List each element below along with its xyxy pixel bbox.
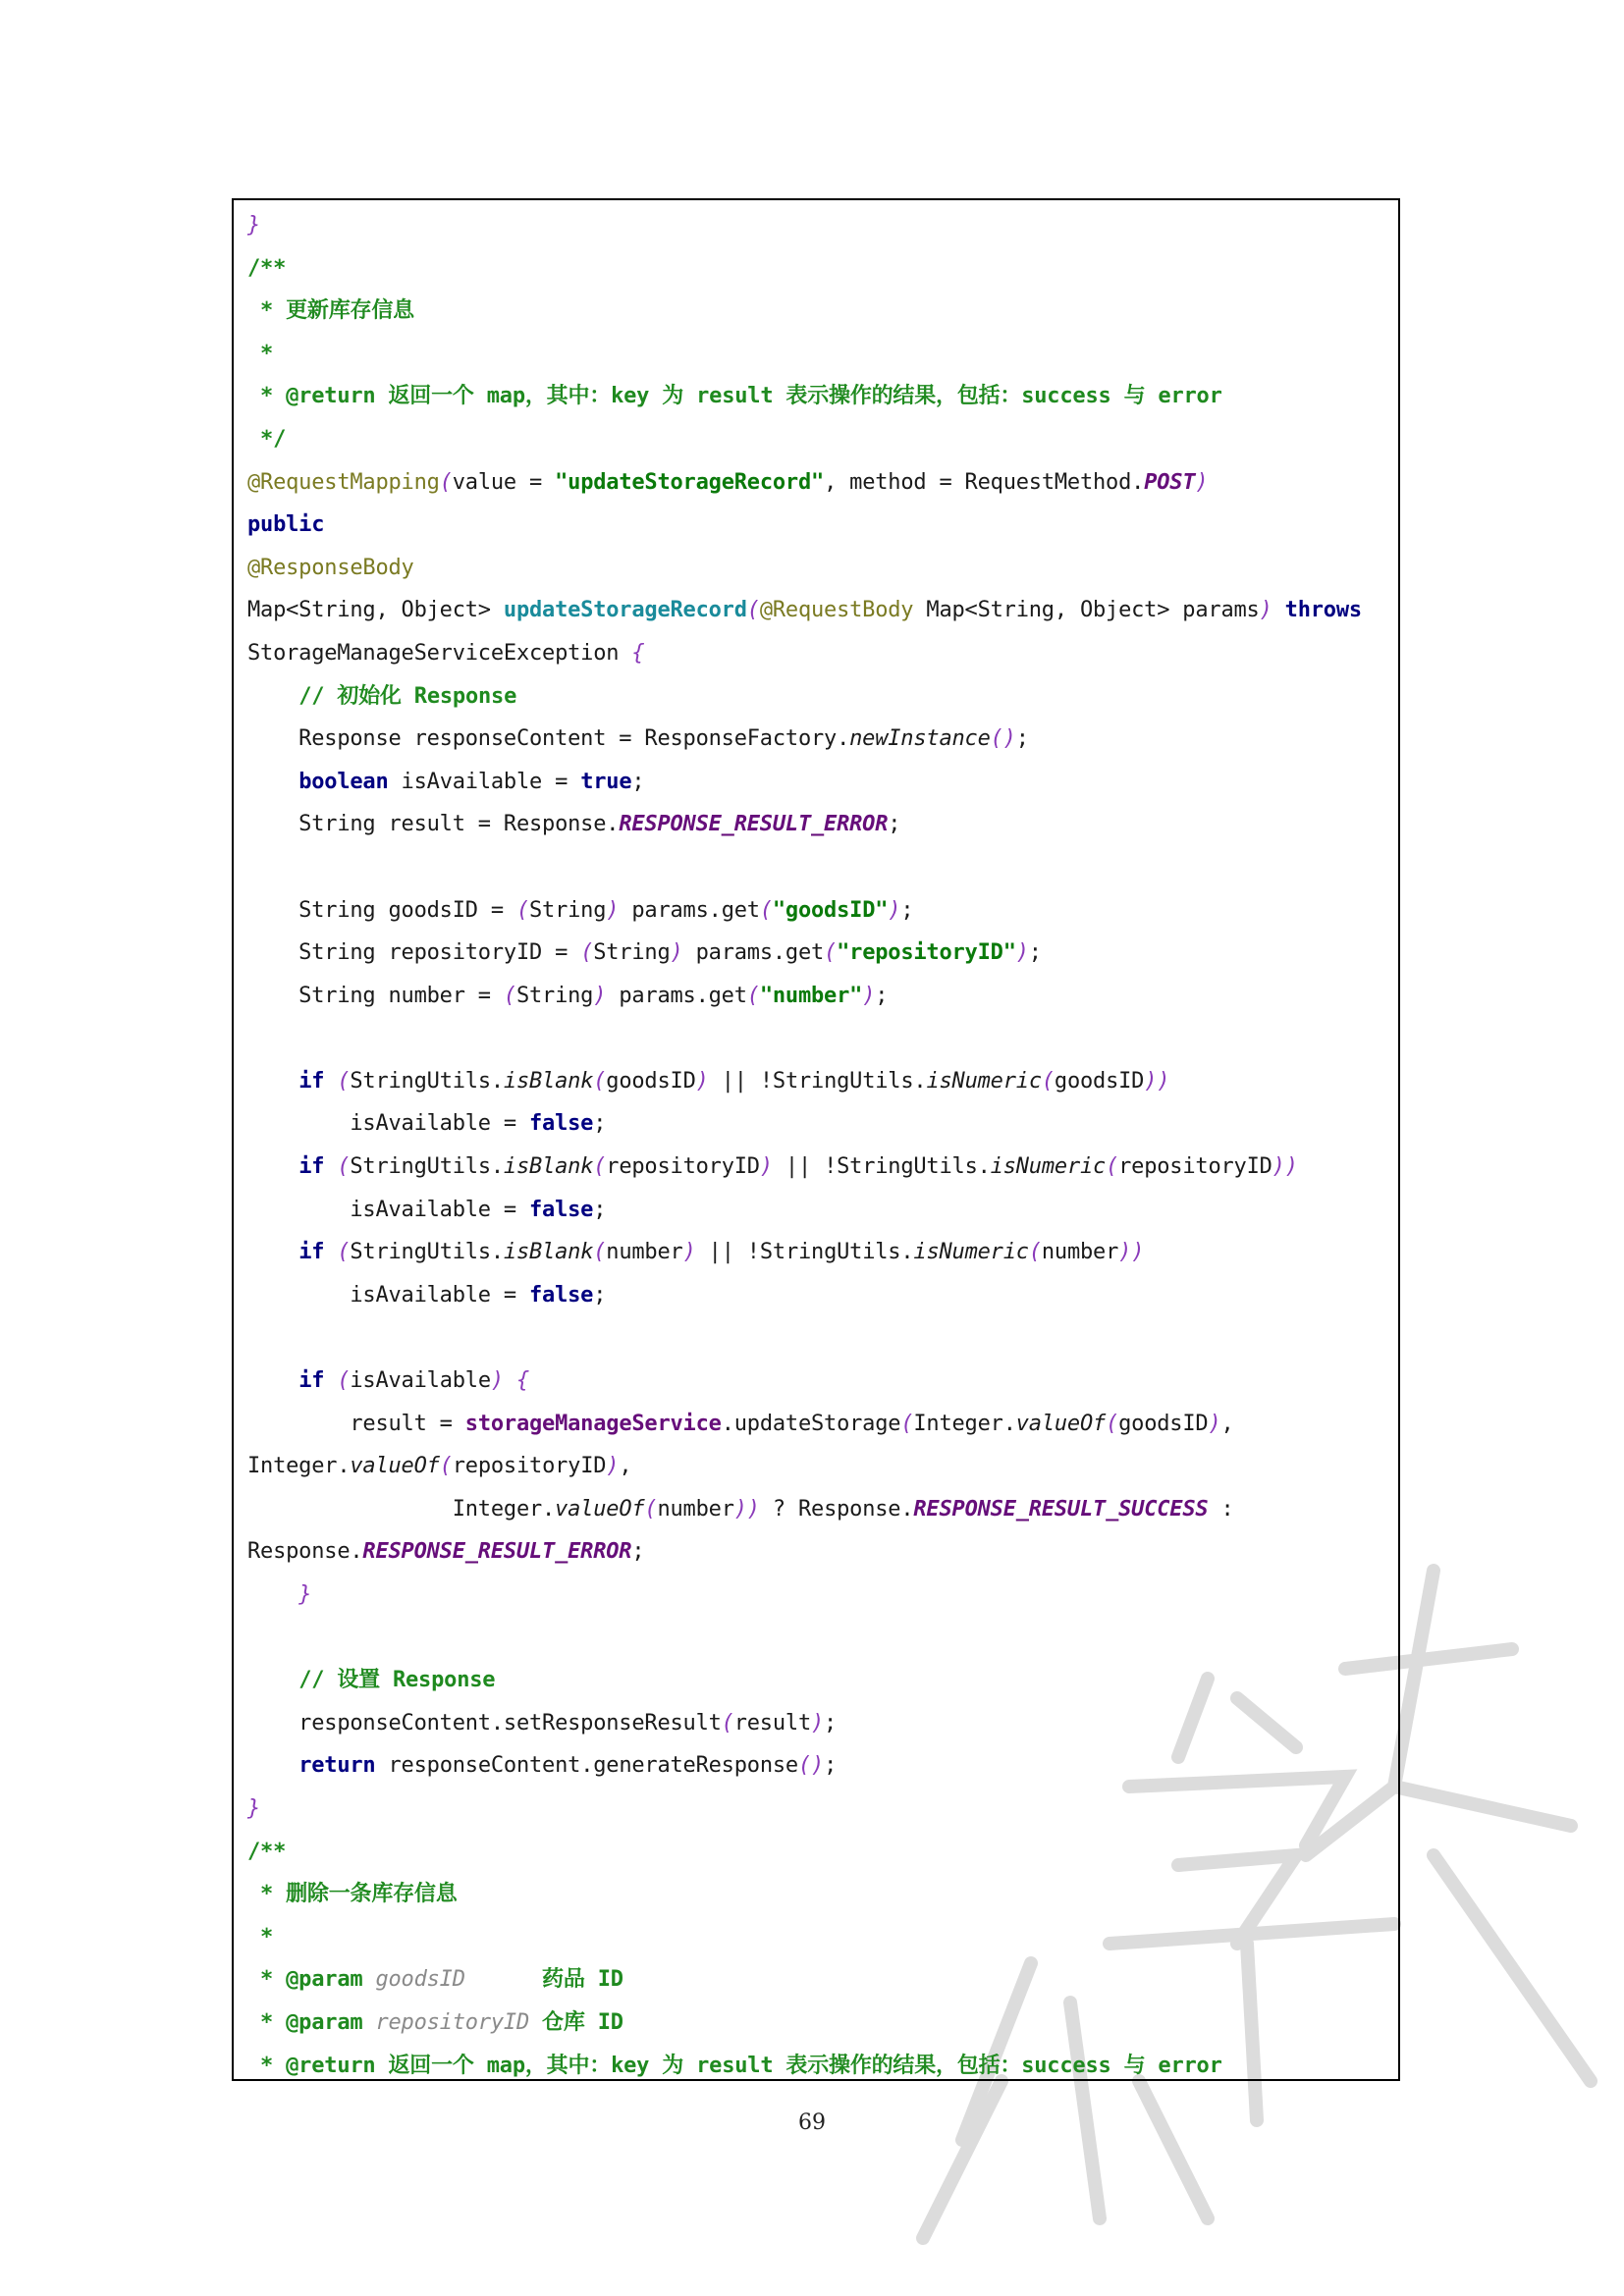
code-block [232, 198, 1400, 2081]
code-line: StorageManageServiceException { [247, 640, 645, 666]
code-line: * 更新库存信息 [247, 298, 414, 324]
code-line: * [247, 341, 274, 366]
code-line: * @return 返回一个 map，其中：key 为 result 表示操作的结果，包括：success 与 error [247, 2053, 1222, 2078]
code-line: return responseContent.generateResponse(); [298, 1753, 838, 1779]
code-line: String repositoryID = (String) params.get("repositoryID"); [247, 940, 1042, 966]
code-line: @RequestMapping(value = "updateStorageRecord", method = RequestMethod.POST) [247, 469, 1209, 495]
code-line: // 初始化 Response [298, 683, 517, 709]
code-line: String goodsID = (String) params.get("goodsID"); [247, 897, 914, 923]
code-line: * @param goodsID 药品 ID [247, 1967, 623, 1993]
code-line: Response responseContent = ResponseFactory.newInstance(); [247, 726, 1029, 752]
page-number: 69 [798, 2110, 826, 2135]
code-line: */ [247, 426, 287, 452]
code-line: * 删除一条库存信息 [247, 1882, 458, 1907]
code-line [247, 1617, 1390, 1660]
code-line: Map<String, Object> updateStorageRecord(@RequestBody Map<String, Object> params) throws [247, 598, 1362, 623]
code-line [247, 1017, 1390, 1060]
code-line: * @return 返回一个 map，其中：key 为 result 表示操作的结果，包括：success 与 error [247, 384, 1222, 409]
code-line [247, 1316, 1390, 1360]
code-line: /** [247, 255, 287, 281]
code-line: Integer.valueOf(number)) ? Response.RESPONSE_RESULT_SUCCESS : [247, 1496, 1234, 1522]
code-line: * [247, 1924, 274, 1949]
code-line: boolean isAvailable = true; [298, 769, 645, 794]
code-line: String number = (String) params.get("number"); [247, 983, 889, 1008]
code-line: } [247, 1795, 261, 1821]
code-line: Integer.valueOf(repositoryID), [247, 1454, 632, 1479]
code-line: result = storageManageService.updateStorage(Integer.valueOf(goodsID), [247, 1411, 1234, 1436]
code-line: // 设置 Response [298, 1668, 496, 1693]
code-line: if (isAvailable) { [298, 1368, 530, 1394]
code-line: if (StringUtils.isBlank(number) || !StringUtils.isNumeric(number)) [298, 1240, 1145, 1265]
code-line: Response.RESPONSE_RESULT_ERROR; [247, 1539, 645, 1565]
code-line: * @param repositoryID 仓库 ID [247, 2009, 623, 2035]
code-line [247, 846, 1390, 889]
code-line: /** [247, 1839, 287, 1864]
code-line: String result = Response.RESPONSE_RESULT_ERROR; [247, 812, 901, 837]
code-line: responseContent.setResponseResult(result); [247, 1710, 838, 1735]
code-line: isAvailable = false; [247, 1282, 607, 1308]
code-line: } [247, 213, 261, 238]
code-line: isAvailable = false; [247, 1111, 607, 1137]
code-line: @ResponseBody [247, 555, 414, 580]
code-line: } [298, 1582, 312, 1607]
code-line: public [247, 512, 325, 538]
code-line: if (StringUtils.isBlank(repositoryID) || !StringUtils.isNumeric(repositoryID)) [298, 1154, 1298, 1180]
code-line: if (StringUtils.isBlank(goodsID) || !StringUtils.isNumeric(goodsID)) [298, 1068, 1170, 1094]
code-lines [247, 204, 1390, 2087]
code-line: isAvailable = false; [247, 1197, 607, 1222]
